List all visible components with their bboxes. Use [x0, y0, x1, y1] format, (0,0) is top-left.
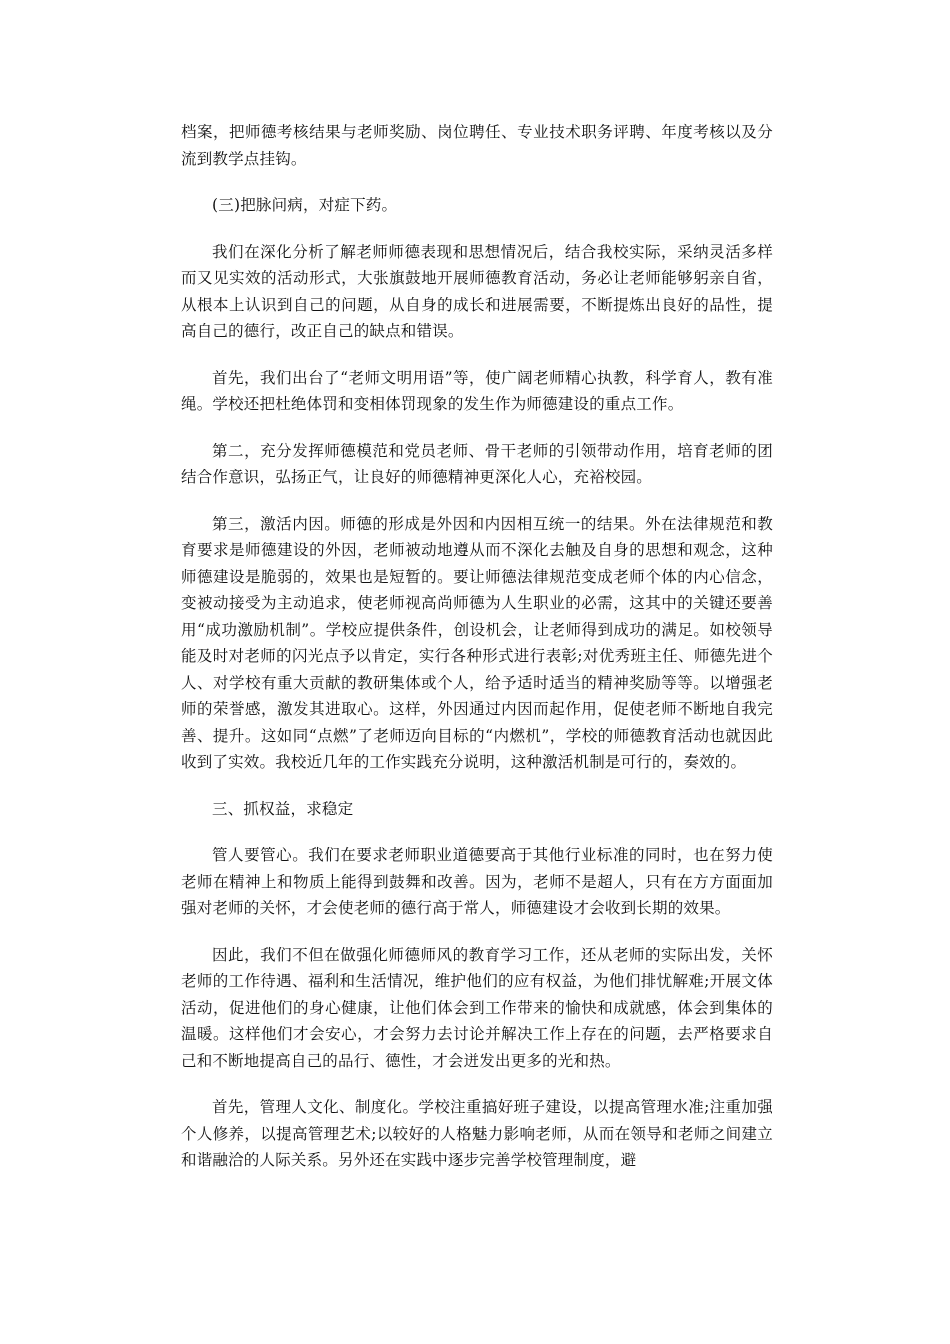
- paragraph-analysis: 我们在深化分析了解老师师德表现和思想情况后，结合我校实际，采纳灵活多样而又见实效的活动形式，大张旗鼓地开展师德教育活动，务必让老师能够躬亲自省，从根本上认识到自己的问题，从自身的成长和进展需要，不断提炼出良好的品性，提高自己的德行，改正自己的缺点和错误。: [181, 242, 773, 340]
- subheading-diagnose: (三)把脉问病，对症下药。: [212, 196, 398, 214]
- paragraph-management: 首先，管理人文化、制度化。学校注重搞好班子建设，以提高管理水准;注重加强个人修养，以提高管理艺术;以较好的人格魅力影响老师，从而在领导和老师之间建立和谐融洽的人际关系。另外还在实践中逐步完善学校管理制度，避: [181, 1098, 773, 1169]
- section-heading-rights: 三、抓权益，求稳定: [212, 799, 354, 818]
- paragraph-first-measure: 首先，我们出台了“老师文明用语”等，使广阔老师精心执教，科学育人，教有准绳。学校还把杜绝体罚和变相体罚现象的发生作为师德建设的重点工作。: [181, 368, 773, 413]
- paragraph-manage-hearts: 管人要管心。我们在要求老师职业道德要高于其他行业标准的同时，也在努力使老师在精神上和物质上能得到鼓舞和改善。因为，老师不是超人，只有在方方面面加强对老师的关怀，才会使老师的德行高于常人，师德建设才会收到长期的效果。: [181, 846, 773, 917]
- paragraph-third-measure: 第三，激活内因。师德的形成是外因和内因相互统一的结果。外在法律规范和教育要求是师德建设的外因，老师被动地遵从而不深化去触及自身的思想和观念，这种师德建设是脆弱的，效果也是短暂的。要让师德法律规范变成老师个体的内心信念，变被动接受为主动追求，使老师视高尚师德为人生职业的必需，这其中的关键还要善用“成功激励机制”。学校应提供条件，创设机会，让老师得到成功的满足。如校领导能及时对老师的闪光点予以肯定，实行各种形式进行表彰;对优秀班主任、师德先进个人、对学校有重大贡献的教研集体或个人，给予适时适当的精神奖励等等。以增强老师的荣誉感，激发其进取心。这样，外因通过内因而起作用，促使老师不断地自我完善、提升。这如同“点燃”了老师迈向目标的“内燃机”，学校的师德教育活动也就因此收到了实效。我校近几年的工作实践充分说明，这种激活机制是可行的，奏效的。: [181, 514, 773, 771]
- document-body: [181, 119, 773, 1194]
- paragraph-second-measure: 第二，充分发挥师德模范和党员老师、骨干老师的引领带动作用，培育老师的团结合作意识，弘扬正气，让良好的师德精神更深化人心，充裕校园。: [181, 441, 773, 486]
- paragraph-therefore: 因此，我们不但在做强化师德师风的教育学习工作，还从老师的实际出发，关怀老师的工作待遇、福利和生活情况，维护他们的应有权益，为他们排忧解难;开展文体活动，促进他们的身心健康，让他们体会到工作带来的愉快和成就感，体会到集体的温暖。这样他们才会安心，才会努力去讨论并解决工作上存在的问题，去严格要求自己和不断地提高自己的品行、德性，才会迸发出更多的光和热。: [181, 945, 773, 1070]
- paragraph-archive-continuation: 档案，把师德考核结果与老师奖励、岗位聘任、专业技术职务评聘、年度考核以及分流到教学点挂钩。: [181, 123, 773, 168]
